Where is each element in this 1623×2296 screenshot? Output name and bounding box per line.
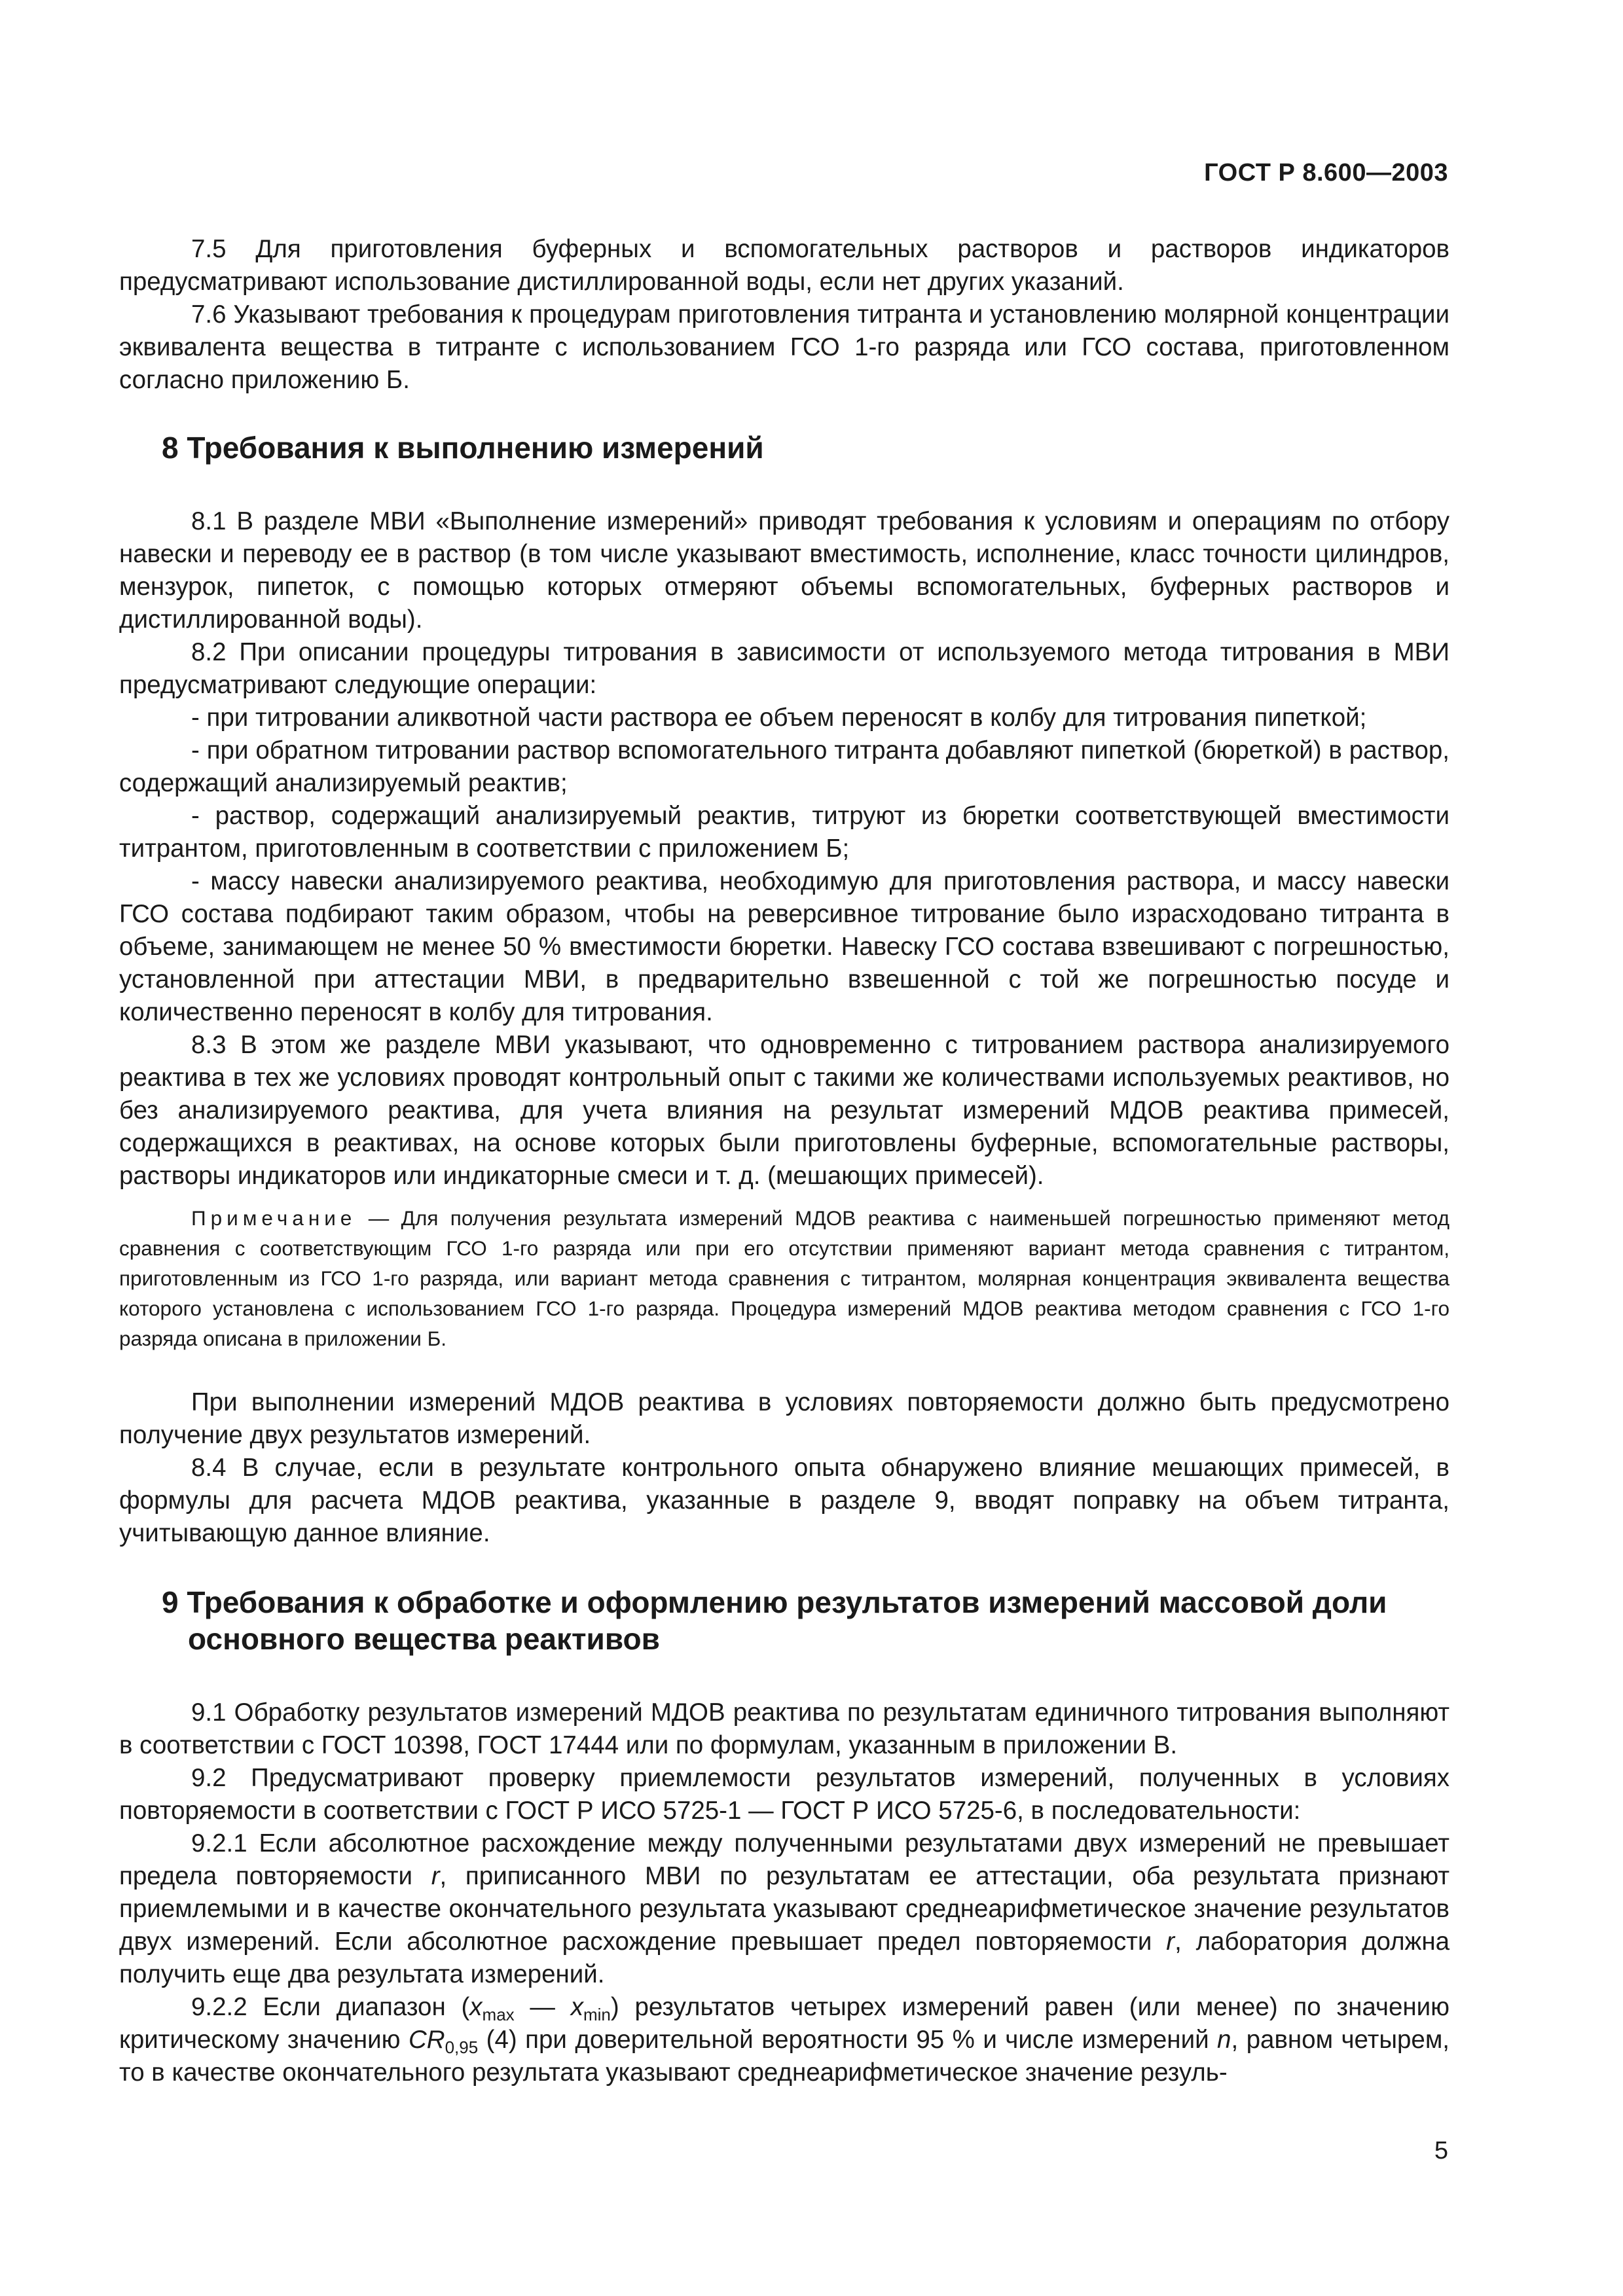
subscript-min: min	[583, 2005, 611, 2024]
list-item: - раствор, содержащий анализируемый реактив, титруют из бюретки соответствующей вместимости титрантом, приготовленным в соответствии с приложением Б;	[119, 802, 1450, 863]
paragraph-9-2-1	[119, 1827, 1450, 1991]
subscript-max: max	[482, 2005, 515, 2024]
text-run: (4) при доверительной вероятности 95 % и числе измерений	[478, 2026, 1218, 2054]
section-8-body	[119, 505, 1450, 1193]
paragraph-9-2: 9.2 Предусматривают проверку приемлемости результатов измерений, полученных в условиях повторяемости в соответствии с ГОСТ Р ИСО 5725-1 — ГОСТ Р ИСО 5725-6, в последовательности:	[119, 1764, 1450, 1825]
text-run: , равном четырем, то в качестве окончательного результата указывают среднеарифметическое значение резуль-	[119, 2026, 1450, 2087]
section-8-heading: 8 Требования к выполнению измерений	[162, 431, 764, 465]
text-run: , приписанного МВИ по результатам ее аттестации, оба результата признают приемлемыми и в качестве окончательного результата указывают среднеарифметическое значение результатов двух измерений. Если абсолютное расхождение превышает предел повторяемости	[119, 1862, 1450, 1956]
subscript-095: 0,95	[445, 2037, 479, 2057]
section-8-heading-block	[119, 429, 1450, 466]
symbol-x: x	[469, 1993, 483, 2021]
paragraph-repeatability: При выполнении измерений МДОВ реактива в условиях повторяемости должно быть предусмотрено получение двух результатов измерений.	[119, 1388, 1450, 1449]
section-8-after-note	[119, 1386, 1450, 1550]
note-label: Примечание	[191, 1206, 357, 1230]
section-9-heading: 9 Требования к обработке и оформлению результатов измерений массовой доли основного вещества реактивов	[162, 1585, 1387, 1656]
symbol-r: r	[431, 1862, 440, 1890]
list-item: - при обратном титровании раствор вспомогательного титранта добавляют пипеткой (бюреткой) в раствор, содержащий анализируемый реактив;	[119, 736, 1450, 797]
note-paragraph	[119, 1203, 1450, 1354]
paragraph-7-5: 7.5 Для приготовления буферных и вспомогательных растворов и растворов индикаторов предусматривают использование дистиллированной воды, если нет других указаний.	[119, 235, 1450, 296]
note-text: — Для получения результата измерений МДОВ реактива с наименьшей погрешностью применяют метод сравнения с соответствующим ГСО 1-го разряда или при его отсутствии применяют вариант метода сравнения с титрантом, приготовленным из ГСО 1-го разряда, или вариант метода сравнения с титрантом, молярная концентрация эквивалента вещества которого установлена с использованием ГСО 1-го разряда. Процедура измерений МДОВ реактива методом сравнения с ГСО 1-го разряда описана в приложении Б.	[119, 1206, 1450, 1350]
text-run: —	[514, 1993, 571, 2021]
section-9-body	[119, 1696, 1450, 2089]
text-run: 9.2.1 Если абсолютное расхождение между полученными результатами двух измерений не превышает предела повторяемости	[119, 1829, 1450, 1890]
paragraph-8-3: 8.3 В этом же разделе МВИ указывают, что одновременно с титрованием раствора анализируемого реактива в тех же условиях проводят контрольный опыт с такими же количествами используемых реактивов, но без анализируемого реактива, для учета влияния на результат измерений МДОВ реактива примесей, содержащихся в реактивах, на основе которых были приготовлены буферные, вспомогательные растворы, растворы индикаторов или индикаторные смеси и т. д. (мешающих примесей).	[119, 1031, 1450, 1190]
section-9-heading-block	[119, 1584, 1450, 1657]
page-number: 5	[1434, 2137, 1448, 2164]
list-item: - массу навески анализируемого реактива, необходимую для приготовления раствора, и массу навески ГСО состава подбирают таким образом, чтобы на реверсивное титрование было израсходовано титранта в объеме, занимающем не менее 50 % вместимости бюретки. Навеску ГСО состава взвешивают с погрешностью, установленной при аттестации МВИ, в предварительно взвешенной с той же погрешностью посуде и количественно переносят в колбу для титрования.	[119, 867, 1450, 1026]
text-run: 9.2.2 Если диапазон (	[191, 1993, 470, 2021]
paragraph-8-4: 8.4 В случае, если в результате контрольного опыта обнаружено влияние мешающих примесей, в формулы для расчета МДОВ реактива, указанные в разделе 9, вводят поправку на объем титранта, учитывающую данное влияние.	[119, 1454, 1450, 1547]
note-block	[119, 1203, 1450, 1354]
paragraph-9-1: 9.1 Обработку результатов измерений МДОВ реактива по результатам единичного титрования выполняют в соответствии с ГОСТ 10398, ГОСТ 17444 или по формулам, указанным в приложении В.	[119, 1698, 1450, 1759]
paragraph-8-2: 8.2 При описании процедуры титрования в зависимости от используемого метода титрования в МВИ предусматривают следующие операции:	[119, 638, 1450, 699]
symbol-cr: CR	[408, 2026, 445, 2054]
paragraph-9-2-2	[119, 1991, 1450, 2089]
symbol-x: x	[570, 1993, 583, 2021]
paragraph-7-6: 7.6 Указывают требования к процедурам приготовления титранта и установлению молярной концентрации эквивалента вещества в титранте с использованием ГСО 1-го разряда или ГСО состава, приготовленном согласно приложению Б.	[119, 300, 1450, 394]
standard-code: ГОСТ Р 8.600—2003	[1204, 159, 1448, 187]
paragraph-8-1: 8.1 В разделе МВИ «Выполнение измерений» приводят требования к условиям и операциям по отбору навески и переводу ее в раствор (в том числе указывают вместимость, исполнение, класс точности цилиндров, мензурок, пипеток, с помощью которых отмеряют объемы вспомогательных, буферных растворов и дистиллированной воды).	[119, 507, 1450, 634]
text-run: , лаборатория должна получить еще два результата измерений.	[119, 1928, 1450, 1988]
text-run: ) результатов четырех измерений равен (или менее) по значению критическому значению	[119, 1993, 1450, 2054]
section-7-tail	[119, 233, 1450, 397]
symbol-r: r	[1166, 1928, 1175, 1956]
list-item: - при титровании аликвотной части раствора ее объем переносят в колбу для титрования пипеткой;	[191, 704, 1367, 732]
symbol-n: n	[1217, 2026, 1231, 2054]
